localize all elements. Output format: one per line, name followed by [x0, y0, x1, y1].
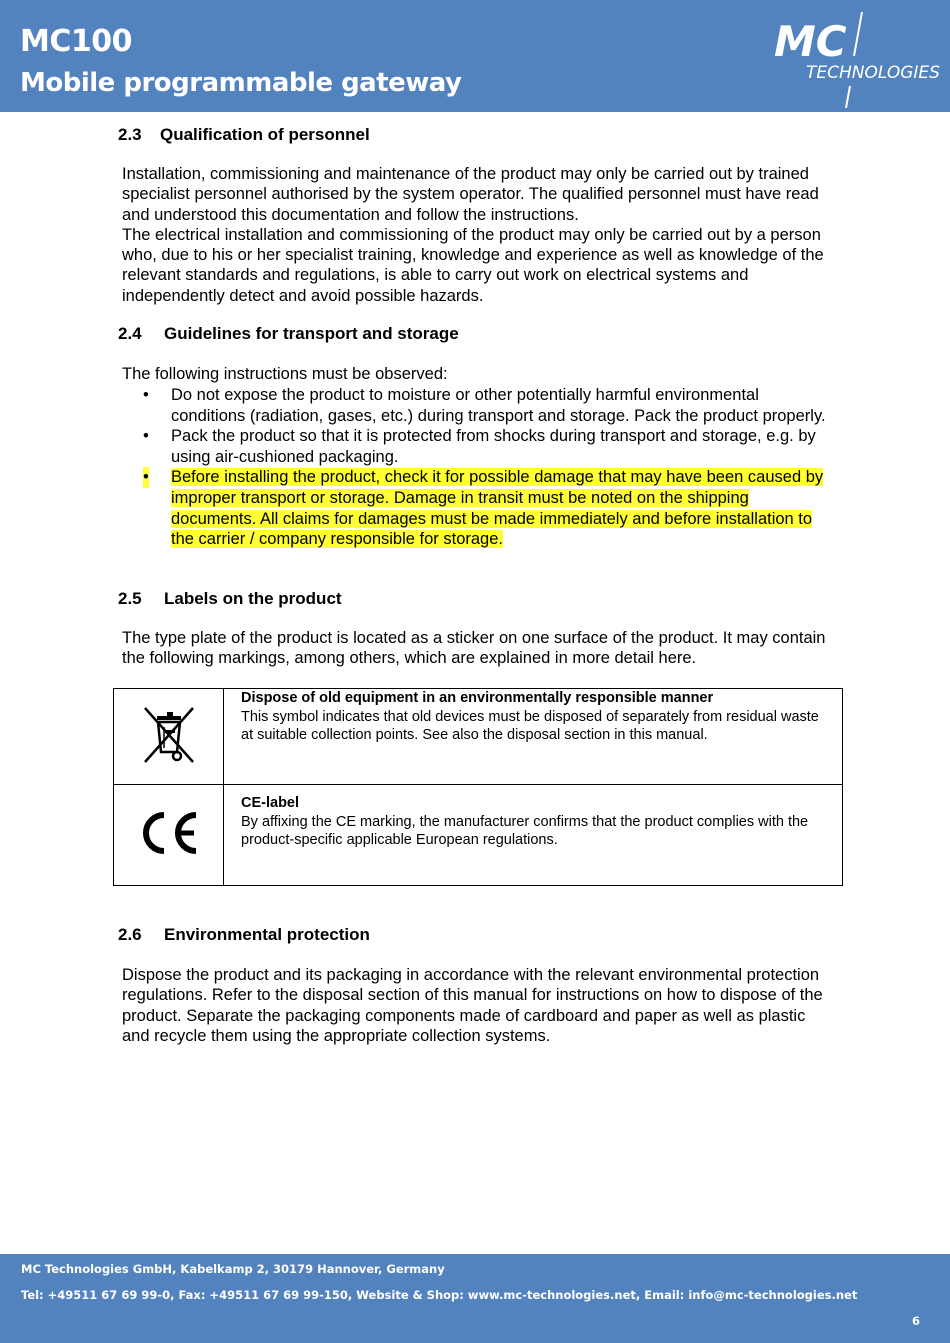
crossed-bin-icon — [139, 702, 199, 766]
logo-wordmark: TECHNOLOGIES — [806, 63, 940, 83]
ce-mark-icon — [137, 809, 201, 857]
icon-cell — [114, 689, 224, 785]
section-2-6-paragraph: Dispose the product and its packaging in accordance with the relevant environmental protection regulations. Refer to the disposal section of this manual for instructions on how to dispose of the product. Separate the packaging components made of cardboard and paper as well as plastic and recycle them using the appropriate collection systems. — [122, 966, 823, 1045]
product-labels-table — [113, 688, 843, 886]
document-title: MC100 — [20, 24, 132, 59]
section-2-3-paragraph — [122, 164, 832, 306]
section-2-4-intro: The following instructions must be observed: — [122, 365, 448, 383]
section-heading-2-4 — [118, 324, 459, 344]
page-footer — [0, 1254, 950, 1343]
section-title: Labels on the product — [164, 589, 342, 608]
page-header — [0, 0, 950, 112]
section-number: 2.6 — [118, 925, 142, 944]
list-item: • Pack the product so that it is protected from shocks during transport and storage, e.g. by using air-cushioned packaging. — [143, 427, 816, 466]
section-heading-2-3 — [118, 125, 370, 145]
table-row — [114, 689, 843, 785]
bullet-icon: • — [143, 386, 149, 404]
paragraph-1: Installation, commissioning and maintenance of the product may only be carried out by trained specialist personnel authorised by the system operator. The qualified personnel must have read and understood this documentation and follow the instructions. — [122, 165, 819, 224]
section-title: Qualification of personnel — [160, 125, 370, 144]
page-number: 6 — [911, 1314, 920, 1328]
label-title: Dispose of old equipment in an environmentally responsible manner — [241, 690, 714, 706]
list-item: • Do not expose the product to moisture or other potentially harmful environmental conditions (radiation, gases, etc.) during transport and storage. Pack the product properly. — [143, 386, 826, 425]
section-2-5-intro: The type plate of the product is located as a sticker on one surface of the product. It may contain the following markings, among others, which are explained in more detail here. — [122, 629, 826, 668]
label-title: CE-label — [241, 795, 300, 812]
description-cell — [224, 689, 843, 785]
label-description: By affixing the CE marking, the manufacturer confirms that the product complies with the product-specific applicable European regulations. — [241, 813, 809, 849]
company-address: MC Technologies GmbH, Kabelkamp 2, 30179 Hannover, Germany — [21, 1262, 445, 1276]
table-row — [114, 785, 843, 886]
transport-guidelines-list — [140, 385, 830, 550]
section-title: Environmental protection — [164, 925, 370, 944]
company-contact: Tel: +49511 67 69 99-0, Fax: +49511 67 69 99-150, Website & Shop: www.mc-technologies.net, Email: info@mc-technologies.net — [21, 1288, 858, 1302]
mc-technologies-logo — [770, 10, 950, 110]
label-description: This symbol indicates that old devices must be disposed of separately from residual waste at suitable collection points. See also the disposal section in this manual. — [241, 708, 819, 743]
description-cell — [224, 785, 843, 886]
icon-cell — [114, 785, 224, 886]
list-item-highlighted — [140, 467, 830, 549]
section-number: 2.3 — [118, 125, 142, 144]
bullet-icon: • — [143, 427, 149, 446]
section-number: 2.4 — [118, 324, 142, 343]
bullet-icon: • — [143, 468, 149, 487]
highlighted-text: Before installing the product, check it for possible damage that may have been caused by improper transport or storage. Damage in transit must be noted on the shipping documents. All claims for damages must be made immediately and before installation to the carrier / company responsible for storage. — [171, 468, 824, 549]
document-subtitle: Mobile programmable gateway — [20, 68, 462, 98]
section-number: 2.5 — [118, 589, 142, 608]
paragraph-2: The electrical installation and commissioning of the product may only be carried out by a person who, due to his or her specialist training, knowledge and experience as well as knowledge of the relevant standards and regulations, is able to carry out work on electrical systems and independently detect and avoid possible hazards. — [122, 225, 824, 305]
section-title: Guidelines for transport and storage — [164, 324, 459, 343]
section-heading-2-5 — [118, 589, 342, 609]
section-heading-2-6 — [118, 925, 370, 945]
logo-mark: MC — [774, 17, 847, 66]
